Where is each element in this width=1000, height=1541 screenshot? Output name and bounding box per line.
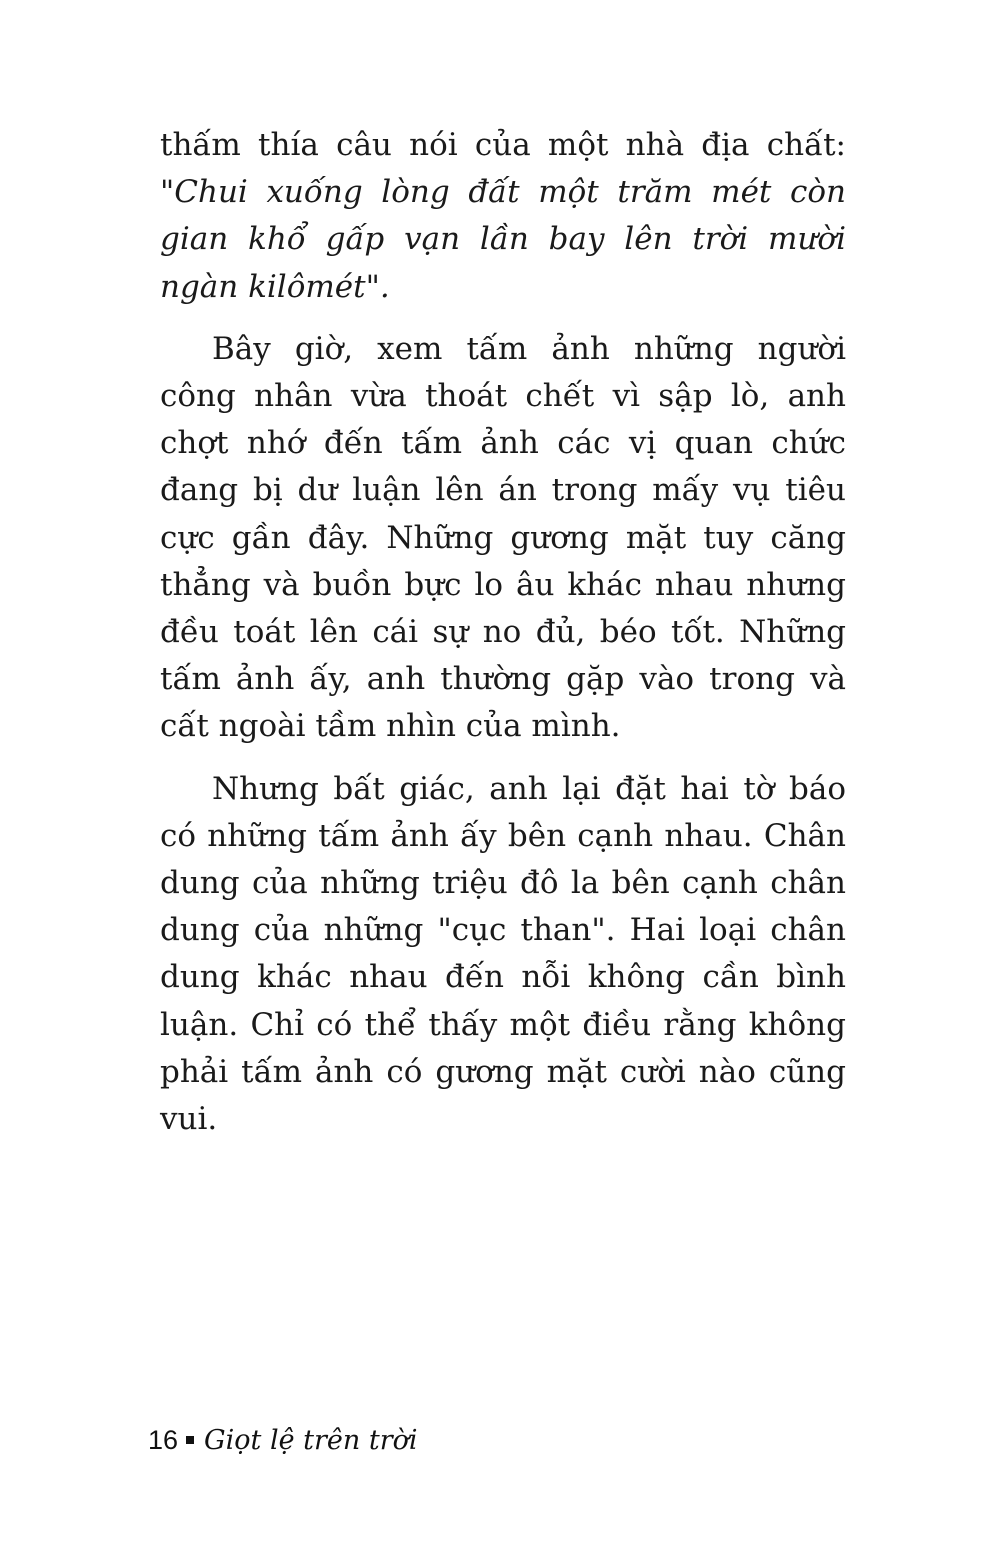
- page-number: 16: [148, 1424, 179, 1455]
- paragraph-1: [160, 122, 846, 311]
- body-text: [160, 122, 846, 1158]
- paragraph-1-text: thấm thía câu nói của một nhà địa chất:: [160, 127, 846, 163]
- paragraph-3: Nhưng bất giác, anh lại đặt hai tờ báo có những tấm ảnh ấy bên cạnh nhau. Chân dung của những triệu đô la bên cạnh chân dung của những "cục than". Hai loại chân dung khác nhau đến nỗi không cần bình luận. Chỉ có thể thấy một điều rằng không phải tấm ảnh có gương mặt cười nào cũng vui.: [160, 770, 846, 1138]
- page-footer: [148, 1418, 418, 1462]
- bullet-separator: [186, 1436, 194, 1444]
- paragraph-2: Bây giờ, xem tấm ảnh những người công nhân vừa thoát chết vì sập lò, anh chợt nhớ đến tấm ảnh các vị quan chức đang bị dư luận lên án trong mấy vụ tiêu cực gần đây. Những gương mặt tuy căng thẳng và buồn bực lo âu khác nhau nhưng đều toát lên cái sự no đủ, béo tốt. Những tấm ảnh ấy, anh thường gặp vào trong và cất ngoài tầm nhìn của mình.: [160, 330, 846, 745]
- geologist-quote: "Chui xuống lòng đất một trăm mét còn gian khổ gấp vạn lần bay lên trời mười ngàn kilômét".: [160, 174, 846, 305]
- running-book-title: Giọt lệ trên trời: [204, 1424, 418, 1456]
